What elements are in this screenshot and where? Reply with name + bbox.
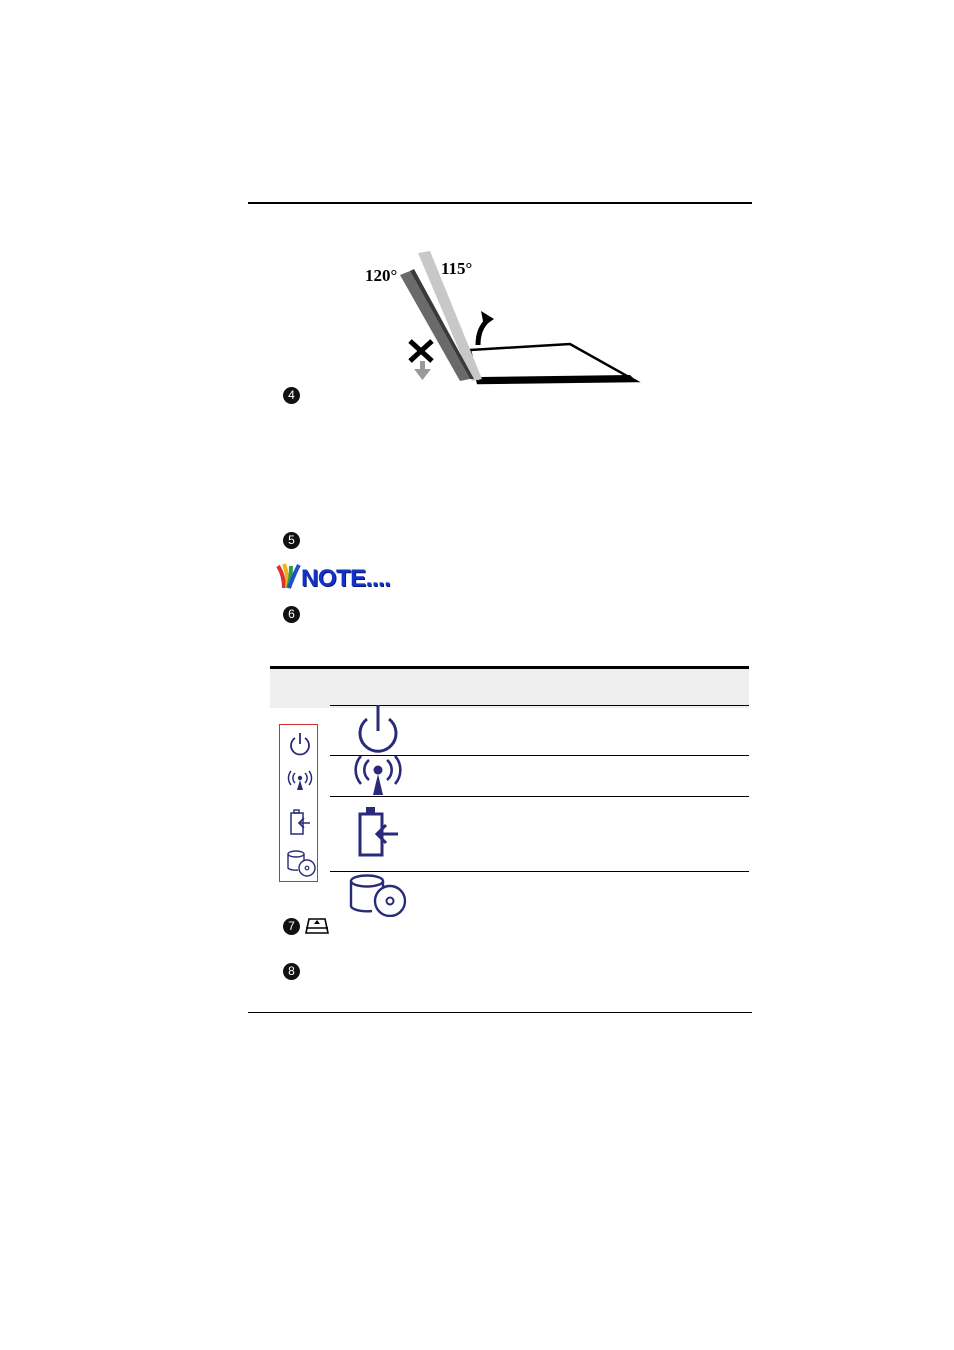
indicator-table-header (270, 666, 749, 708)
cross-icon (410, 341, 432, 361)
item-number-6: 6 (283, 606, 300, 623)
power-icon-large (354, 703, 402, 755)
eject-icon (305, 915, 329, 935)
angle-label-115: 115° (441, 259, 473, 278)
wireless-icon (285, 770, 315, 792)
hdd-cd-icon-large (348, 873, 410, 917)
item-number-4: 4 (283, 387, 300, 404)
battery-charge-icon (288, 808, 314, 836)
hdd-cd-icon (285, 849, 317, 877)
item-number-8: 8 (283, 963, 300, 980)
table-rule (330, 871, 749, 872)
footer-rule (248, 1012, 752, 1013)
header-rule (248, 202, 752, 204)
angle-label-120: 120° (365, 266, 398, 285)
item-number-7: 7 (283, 918, 300, 935)
battery-charge-icon-large (354, 805, 404, 859)
note-logo-icon (276, 562, 302, 590)
power-icon (288, 731, 312, 757)
lid-angle-diagram (360, 245, 650, 390)
down-arrow-icon (414, 361, 431, 380)
note-heading: NOTE.... (301, 565, 391, 592)
item-number-5: 5 (283, 532, 300, 549)
wireless-icon-large (350, 755, 406, 797)
